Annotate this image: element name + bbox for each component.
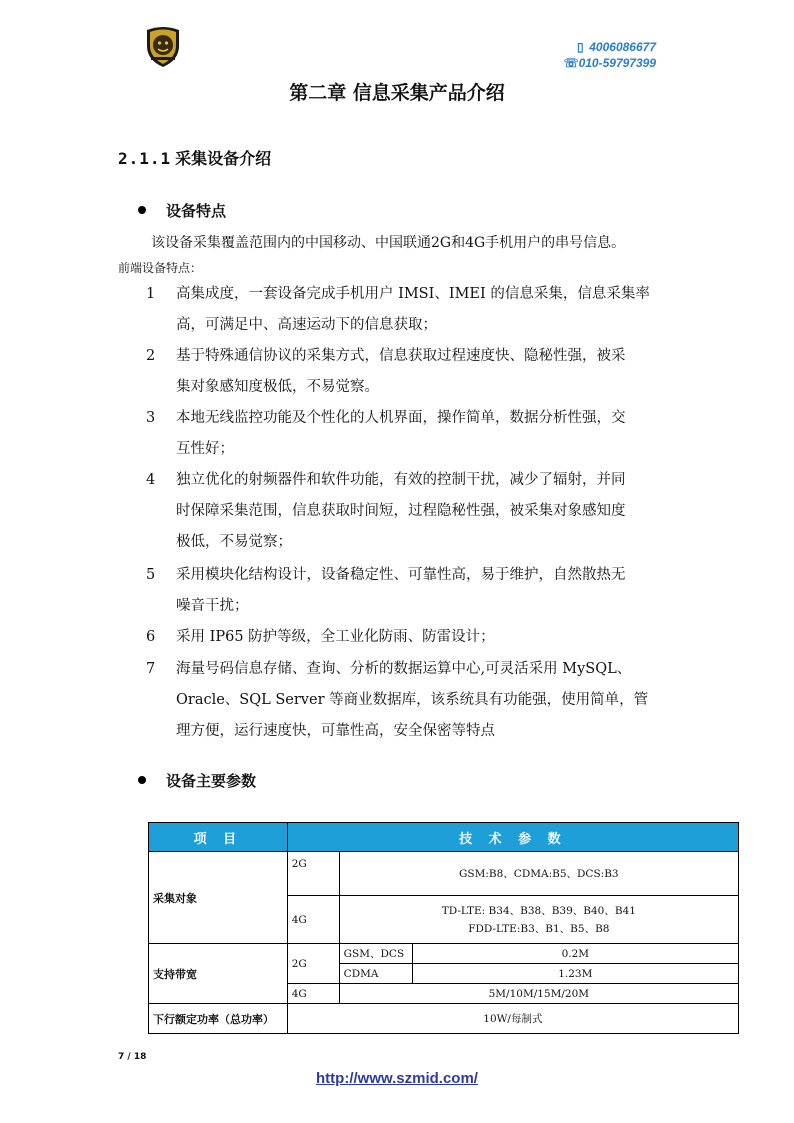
table-header-row <box>149 823 739 852</box>
feature-line: 海量号码信息存储、查询、分析的数据运算中心,可灵活采用 MySQL、 <box>176 661 632 677</box>
bullet-icon <box>138 206 146 214</box>
feature-item <box>146 465 686 558</box>
collect-2g-value: GSM:B8、CDMA:B5、DCS:B3 <box>339 852 738 896</box>
section-title-text: 采集设备介绍 <box>175 149 272 168</box>
footer <box>0 1068 794 1087</box>
collect-2g-label: 2G <box>287 852 339 896</box>
feature-line: 高，可满足中、高速运动下的信息获取； <box>176 317 437 333</box>
feature-line: 极低，不易觉察； <box>176 534 292 550</box>
features-heading-text: 设备特点 <box>166 202 227 220</box>
feature-number: 4 <box>146 472 156 488</box>
feature-line: 理方便，运行速度快，可靠性高，安全保密等特点 <box>176 723 495 739</box>
bw-2g-label: 2G <box>287 944 339 984</box>
feature-line: 基于特殊通信协议的采集方式，信息获取过程速度快、隐秘性强，被采 <box>176 348 626 364</box>
feature-line: 时保障采集范围，信息获取时间短，过程隐秘性强，被采集对象感知度 <box>176 503 626 519</box>
front-end-label: 前端设备特点： <box>118 261 203 275</box>
feature-line: 独立优化的射频器件和软件功能，有效的控制干扰，减少了辐射，并同 <box>176 472 626 488</box>
feature-item <box>146 279 686 341</box>
feature-line: 采用模块化结构设计，设备稳定性、可靠性高，易于维护，自然散热无 <box>176 567 626 583</box>
params-heading <box>138 770 256 791</box>
feature-line: 噪音干扰； <box>176 598 249 614</box>
table-row <box>149 1004 739 1034</box>
feature-item <box>146 403 686 465</box>
power-value: 10W/每制式 <box>287 1004 738 1034</box>
feature-number: 5 <box>146 567 156 583</box>
header-item: 项 目 <box>149 823 288 852</box>
lion-shield-logo <box>143 24 183 68</box>
section-heading <box>118 146 271 169</box>
collect-4g-label: 4G <box>287 896 339 944</box>
hotline-phone <box>574 40 656 54</box>
hotline-number: 4006086677 <box>589 40 656 54</box>
collect-4g-fdd: FDD-LTE:B3、B1、B5、B8 <box>468 923 610 935</box>
telephone-number: 010-59797399 <box>578 56 656 70</box>
header-tech: 技 术 参 数 <box>287 823 738 852</box>
feature-number: 7 <box>146 661 156 677</box>
bw-gsm-label: GSM、DCS <box>339 944 412 964</box>
bw-cdma-label: CDMA <box>339 964 412 984</box>
feature-item <box>146 654 686 747</box>
page-number: 7 / 18 <box>118 1052 147 1062</box>
collect-4g-tdd: TD-LTE: B34、B38、B39、B40、B41 <box>441 905 636 917</box>
bw-4g-value: 5M/10M/15M/20M <box>339 984 738 1004</box>
params-heading-text: 设备主要参数 <box>166 772 257 790</box>
feature-item <box>146 341 686 403</box>
power-label: 下行额定功率（总功率） <box>149 1004 288 1034</box>
bw-cdma-value: 1.23M <box>412 964 738 984</box>
feature-line: Oracle、SQL Server 等商业数据库，该系统具有功能强，使用简单，管 <box>176 692 649 708</box>
collect-4g-value <box>339 896 738 944</box>
feature-line: 集对象感知度极低，不易觉察。 <box>176 379 379 395</box>
table-row <box>149 944 739 964</box>
feature-item <box>146 622 686 653</box>
collect-label: 采集对象 <box>149 852 288 944</box>
table-row <box>149 852 739 896</box>
feature-number: 6 <box>146 629 156 645</box>
intro-paragraph: 该设备采集覆盖范围内的中国移动、中国联通2G和4G手机用户的串号信息。 <box>151 235 626 251</box>
feature-line: 本地无线监控功能及个性化的人机界面，操作简单，数据分析性强，交 <box>176 410 626 426</box>
feature-line: 采用 IP65 防护等级，全工业化防雨、防雷设计； <box>176 629 495 645</box>
feature-number: 1 <box>146 286 156 302</box>
chapter-title: 第二章 信息采集产品介绍 <box>289 82 505 104</box>
feature-line: 高集成度，一套设备完成手机用户 IMSI、IMEI 的信息采集，信息采集率 <box>176 286 650 302</box>
bw-4g-label: 4G <box>287 984 339 1004</box>
bandwidth-label: 支持带宽 <box>149 944 288 1004</box>
company-logo <box>143 24 183 68</box>
features-heading <box>138 200 226 221</box>
feature-number: 2 <box>146 348 156 364</box>
footer-url-link[interactable]: http://www.szmid.com/ <box>316 1070 478 1087</box>
feature-number: 3 <box>146 410 156 426</box>
bw-gsm-value: 0.2M <box>412 944 738 964</box>
mobile-phone-icon: ▯ <box>576 40 584 54</box>
office-telephone <box>564 56 656 70</box>
spec-table <box>148 822 739 1034</box>
section-number: 2.1.1 <box>118 149 172 168</box>
feature-line: 互性好； <box>176 441 234 457</box>
telephone-icon: ☏ <box>563 56 579 70</box>
feature-item <box>146 560 686 622</box>
bullet-icon <box>138 776 146 784</box>
